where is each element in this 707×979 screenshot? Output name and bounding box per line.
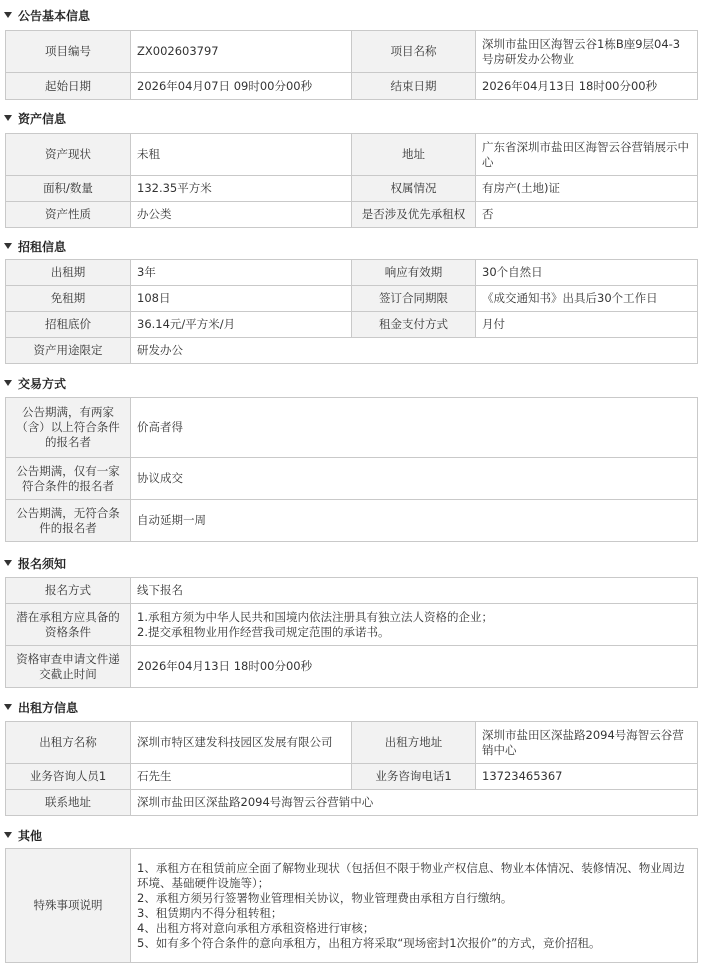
section-trade-header[interactable] bbox=[0, 373, 707, 393]
table-row bbox=[6, 500, 698, 542]
collapse-triangle-icon[interactable] bbox=[4, 12, 12, 18]
lessor-info-table bbox=[5, 721, 698, 816]
field-value: 《成交通知书》出具后30个工作日 bbox=[476, 286, 698, 312]
field-value: 3年 bbox=[131, 260, 352, 286]
note-line: 3、租赁期内不得分租转租； bbox=[137, 905, 283, 920]
field-label: 出租方名称 bbox=[6, 722, 131, 764]
basic-info-table bbox=[5, 30, 698, 100]
table-row bbox=[6, 790, 698, 816]
section-asset-header[interactable] bbox=[0, 108, 707, 128]
field-value: 自动延期一周 bbox=[131, 500, 698, 542]
table-row bbox=[6, 134, 698, 176]
field-value: 否 bbox=[476, 202, 698, 228]
field-label: 地址 bbox=[352, 134, 476, 176]
field-label: 签订合同期限 bbox=[352, 286, 476, 312]
table-row bbox=[6, 578, 698, 604]
trade-method-table bbox=[5, 397, 698, 542]
field-label: 业务咨询电话1 bbox=[352, 764, 476, 790]
collapse-triangle-icon[interactable] bbox=[4, 704, 12, 710]
table-row bbox=[6, 31, 698, 73]
table-row bbox=[6, 338, 698, 364]
field-label: 结束日期 bbox=[352, 73, 476, 100]
section-lessor-header[interactable] bbox=[0, 697, 707, 717]
field-label: 面积/数量 bbox=[6, 176, 131, 202]
field-label: 公告期满，无符合条件的报名者 bbox=[6, 500, 131, 542]
field-value: 2026年04月13日 18时00分00秒 bbox=[131, 646, 698, 688]
table-row bbox=[6, 312, 698, 338]
table-row bbox=[6, 202, 698, 228]
field-value: 30个自然日 bbox=[476, 260, 698, 286]
table-row bbox=[6, 73, 698, 100]
qualification-line: 1.承租方须为中华人民共和国境内依法注册具有独立法人资格的企业； bbox=[137, 609, 493, 624]
field-value: 深圳市盐田区深盐路2094号海智云谷营销中心 bbox=[476, 722, 698, 764]
field-value: 协议成交 bbox=[131, 458, 698, 500]
field-value: 线下报名 bbox=[131, 578, 698, 604]
field-label: 资产现状 bbox=[6, 134, 131, 176]
field-value: 2026年04月07日 09时00分00秒 bbox=[131, 73, 352, 100]
section-lease-header[interactable] bbox=[0, 236, 707, 256]
section-other-title: 其他 bbox=[18, 828, 43, 843]
section-lease-title: 招租信息 bbox=[18, 239, 67, 254]
register-notice-table bbox=[5, 577, 698, 688]
section-basic-title: 公告基本信息 bbox=[18, 8, 91, 23]
field-value: 广东省深圳市盐田区海智云谷营销展示中心 bbox=[476, 134, 698, 176]
collapse-triangle-icon[interactable] bbox=[4, 832, 12, 838]
field-label: 资产性质 bbox=[6, 202, 131, 228]
section-trade-title: 交易方式 bbox=[18, 376, 67, 391]
table-row bbox=[6, 260, 698, 286]
field-label: 起始日期 bbox=[6, 73, 131, 100]
field-label: 招租底价 bbox=[6, 312, 131, 338]
field-value: 研发办公 bbox=[131, 338, 698, 364]
field-label: 联系地址 bbox=[6, 790, 131, 816]
field-value: 13723465367 bbox=[476, 764, 698, 790]
table-row bbox=[6, 722, 698, 764]
field-value: 深圳市特区建发科技园区发展有限公司 bbox=[131, 722, 352, 764]
field-label: 公告期满，有两家（含）以上符合条件的报名者 bbox=[6, 398, 131, 458]
field-label: 特殊事项说明 bbox=[6, 849, 131, 963]
field-value: 36.14元/平方米/月 bbox=[131, 312, 352, 338]
field-value: 未租 bbox=[131, 134, 352, 176]
note-line: 5、如有多个符合条件的意向承租方，出租方将采取“现场密封1次报价”的方式，竞价招租。 bbox=[137, 935, 601, 950]
field-value: 2026年04月13日 18时00分00秒 bbox=[476, 73, 698, 100]
field-value: ZX002603797 bbox=[131, 31, 352, 73]
table-row bbox=[6, 176, 698, 202]
lease-info-table bbox=[5, 259, 698, 364]
field-value: 深圳市盐田区海智云谷1栋B座9层04-3号房研发办公物业 bbox=[476, 31, 698, 73]
section-lessor-title: 出租方信息 bbox=[18, 700, 79, 715]
table-row bbox=[6, 849, 698, 963]
qualification-line: 2.提交承租物业用作经营我司规定范围的承诺书。 bbox=[137, 624, 390, 639]
table-row bbox=[6, 398, 698, 458]
field-label: 出租方地址 bbox=[352, 722, 476, 764]
collapse-triangle-icon[interactable] bbox=[4, 380, 12, 386]
section-register-header[interactable] bbox=[0, 553, 707, 573]
field-value: 有房产(土地)证 bbox=[476, 176, 698, 202]
asset-info-table bbox=[5, 133, 698, 228]
table-row bbox=[6, 646, 698, 688]
note-line: 1、承租方在租赁前应全面了解物业现状（包括但不限于物业产权信息、物业本体情况、装修情况、物业周边环境、基础硬件设施等）； bbox=[137, 860, 685, 890]
section-other-header[interactable] bbox=[0, 825, 707, 845]
field-label: 资产用途限定 bbox=[6, 338, 131, 364]
section-register-title: 报名须知 bbox=[18, 556, 67, 571]
table-row bbox=[6, 764, 698, 790]
table-row bbox=[6, 604, 698, 646]
field-label: 潜在承租方应具备的资格条件 bbox=[6, 604, 131, 646]
field-value bbox=[131, 849, 698, 963]
collapse-triangle-icon[interactable] bbox=[4, 243, 12, 249]
collapse-triangle-icon[interactable] bbox=[4, 115, 12, 121]
field-label: 出租期 bbox=[6, 260, 131, 286]
note-line: 4、出租方将对意向承租方承租资格进行审核； bbox=[137, 920, 375, 935]
field-value: 132.35平方米 bbox=[131, 176, 352, 202]
table-row bbox=[6, 286, 698, 312]
section-asset-title: 资产信息 bbox=[18, 111, 67, 126]
field-label: 业务咨询人员1 bbox=[6, 764, 131, 790]
table-row bbox=[6, 458, 698, 500]
field-label: 免租期 bbox=[6, 286, 131, 312]
field-value bbox=[131, 604, 698, 646]
field-label: 报名方式 bbox=[6, 578, 131, 604]
field-label: 公告期满，仅有一家符合条件的报名者 bbox=[6, 458, 131, 500]
field-label: 是否涉及优先承租权 bbox=[352, 202, 476, 228]
collapse-triangle-icon[interactable] bbox=[4, 560, 12, 566]
field-value: 深圳市盐田区深盐路2094号海智云谷营销中心 bbox=[131, 790, 698, 816]
section-basic-header[interactable] bbox=[0, 5, 707, 25]
note-line: 2、承租方须另行签署物业管理相关协议，物业管理费由承租方自行缴纳。 bbox=[137, 890, 513, 905]
field-label: 权属情况 bbox=[352, 176, 476, 202]
field-label: 项目名称 bbox=[352, 31, 476, 73]
field-value: 价高者得 bbox=[131, 398, 698, 458]
field-label: 响应有效期 bbox=[352, 260, 476, 286]
field-label: 资格审查申请文件递交截止时间 bbox=[6, 646, 131, 688]
field-value: 办公类 bbox=[131, 202, 352, 228]
field-label: 租金支付方式 bbox=[352, 312, 476, 338]
field-value: 石先生 bbox=[131, 764, 352, 790]
field-value: 108日 bbox=[131, 286, 352, 312]
field-label: 项目编号 bbox=[6, 31, 131, 73]
other-info-table bbox=[5, 848, 698, 963]
field-value: 月付 bbox=[476, 312, 698, 338]
